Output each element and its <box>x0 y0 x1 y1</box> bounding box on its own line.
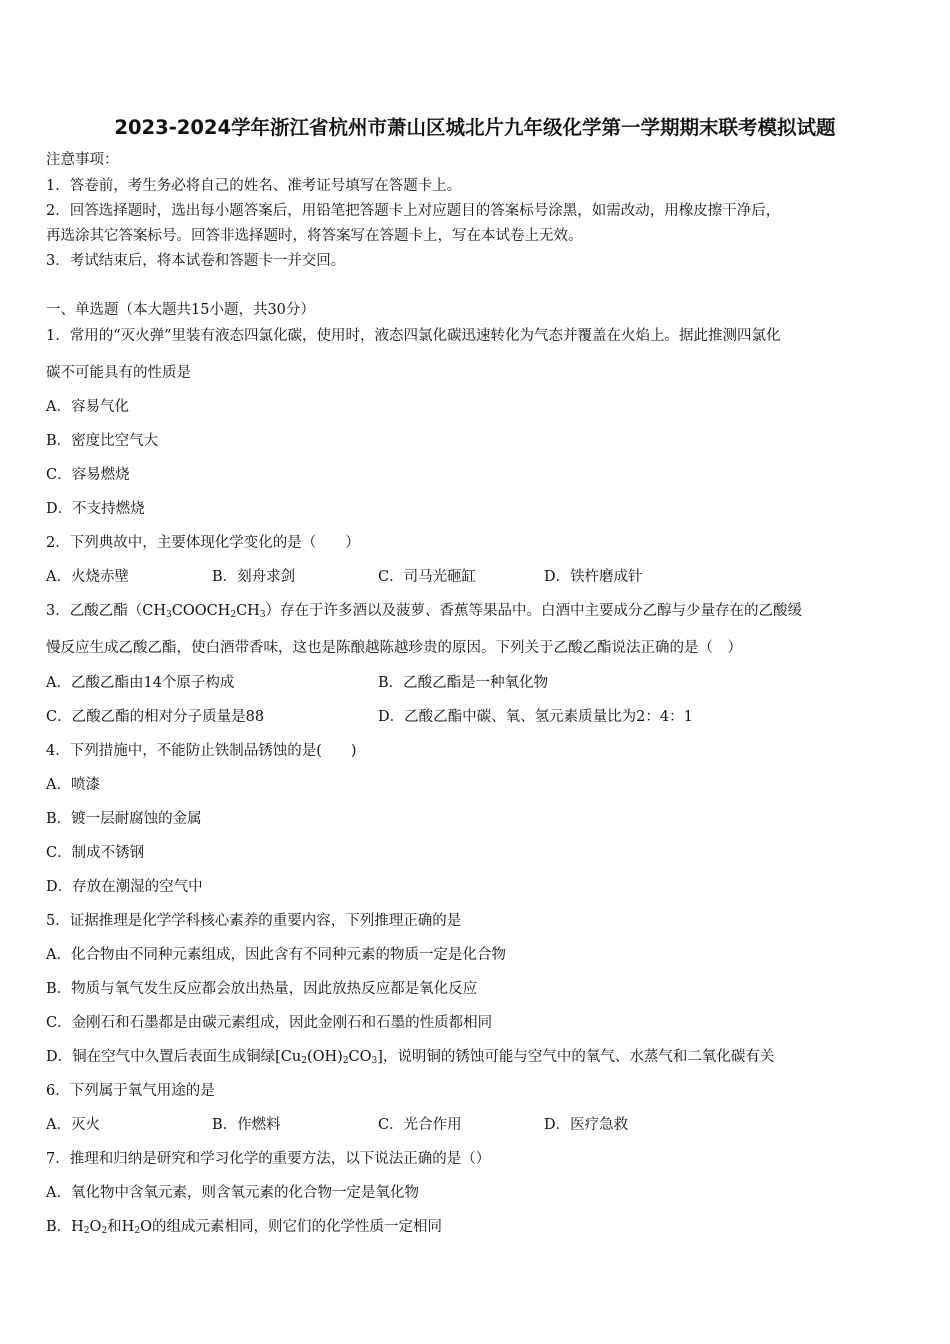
q3-option-a: A．乙酸乙酯由14个原子构成 <box>46 675 235 691</box>
section-heading: 一、单选题（本大题共15小题，共30分） <box>46 302 315 318</box>
q1-option-d: D．不支持燃烧 <box>46 501 145 517</box>
q3-stem-line1: 3．乙酸乙酯$(CH_3COOCH_2CH_3)$存在于许多酒以及菠萝、香蕉等果品中。白酒中主要成分乙醇与少量存在的乙酸缓 <box>46 603 803 620</box>
q6-option-b: B．作燃料 <box>212 1117 281 1133</box>
q3-option-d: D．乙酸乙酯中碳、氧、氢元素质量比为2：4：1 <box>378 709 693 725</box>
q3-formula: $CH_3COOCH_2CH_3$ <box>142 603 266 620</box>
q5-option-a: A．化合物由不同种元素组成，因此含有不同种元素的物质一定是化合物 <box>46 947 506 963</box>
notice-item-2: 2．回答选择题时，选出每小题答案后，用铅笔把答题卡上对应题目的答案标号涂黑，如需改动，用橡皮擦干净后， <box>46 203 781 219</box>
q2-option-a: A．火烧赤壁 <box>46 569 129 585</box>
q6-stem: 6．下列属于氧气用途的是 <box>46 1083 215 1099</box>
q5-option-b: B．物质与氧气发生反应都会放出热量，因此放热反应都是氧化反应 <box>46 981 478 997</box>
q5-stem: 5．证据推理是化学学科核心素养的重要内容，下列推理正确的是 <box>46 913 462 929</box>
q2-stem: 2．下列典故中，主要体现化学变化的是（ ） <box>46 535 360 551</box>
q5-option-d: D．铜在空气中久置后表面生成铜绿$[Cu_2(OH)_2CO_3]$，说明铜的锈蚀可能与空气中的氧气、水蒸气和二氧化碳有关 <box>46 1049 775 1066</box>
q4-option-a: A．喷漆 <box>46 777 100 793</box>
q1-option-c: C．容易燃烧 <box>46 467 130 483</box>
q4-stem: 4．下列措施中，不能防止铁制品锈蚀的是( ) <box>46 743 357 759</box>
q2-option-d: D．铁杵磨成针 <box>544 569 643 585</box>
q4-option-b: B．镀一层耐腐蚀的金属 <box>46 811 202 827</box>
q3-stem-line2: 慢反应生成乙酸乙酯，使白酒带香味，这也是陈酿越陈越珍贵的原因。下列关于乙酸乙酯说法正确的是（ ） <box>46 640 742 656</box>
q4-option-c: C．制成不锈钢 <box>46 845 145 861</box>
page-title: 2023-2024学年浙江省杭州市萧山区城北片九年级化学第一学期期末联考模拟试题 <box>114 116 836 139</box>
q3-option-b: B．乙酸乙酯是一种氧化物 <box>378 675 549 691</box>
notice-item-3: 3．考试结束后，将本试卷和答题卡一并交回。 <box>46 253 346 269</box>
notice-heading: 注意事项： <box>46 152 119 168</box>
q6-option-d: D．医疗急救 <box>544 1117 629 1133</box>
notice-item-2-cont: 再选涂其它答案标号。回答非选择题时，将答案写在答题卡上，写在本试卷上无效。 <box>46 228 583 244</box>
q4-option-d: D．存放在潮湿的空气中 <box>46 879 203 895</box>
q3-option-c: C．乙酸乙酯的相对分子质量是88 <box>46 709 265 725</box>
q6-option-a: A．灭火 <box>46 1117 100 1133</box>
q5-option-c: C．金刚石和石墨都是由碳元素组成，因此金刚石和石墨的性质都相同 <box>46 1015 493 1031</box>
q7-stem: 7．推理和归纳是研究和学习化学的重要方法，以下说法正确的是（） <box>46 1151 491 1167</box>
q1-option-b: B．密度比空气大 <box>46 433 159 449</box>
notice-item-1: 1．答卷前，考生务必将自己的姓名、准考证号填写在答题卡上。 <box>46 178 462 194</box>
q1-stem-line2: 碳不可能具有的性质是 <box>46 365 191 381</box>
q2-option-b: B．刻舟求剑 <box>212 569 296 585</box>
q6-option-c: C．光合作用 <box>378 1117 462 1133</box>
q1-option-a: A．容易气化 <box>46 399 129 415</box>
q7-option-b: B．$H_2O_2$和$H_2O$的组成元素相同，则它们的化学性质一定相同 <box>46 1219 442 1236</box>
q2-option-c: C．司马光砸缸 <box>378 569 477 585</box>
q7-option-a: A．氧化物中含氧元素，则含氧元素的化合物一定是氧化物 <box>46 1185 419 1201</box>
q1-stem-line1: 1．常用的“灭火弹”里装有液态四氯化碳，使用时，液态四氯化碳迅速转化为气态并覆盖在火焰上。据此推测四氯化 <box>46 328 781 344</box>
